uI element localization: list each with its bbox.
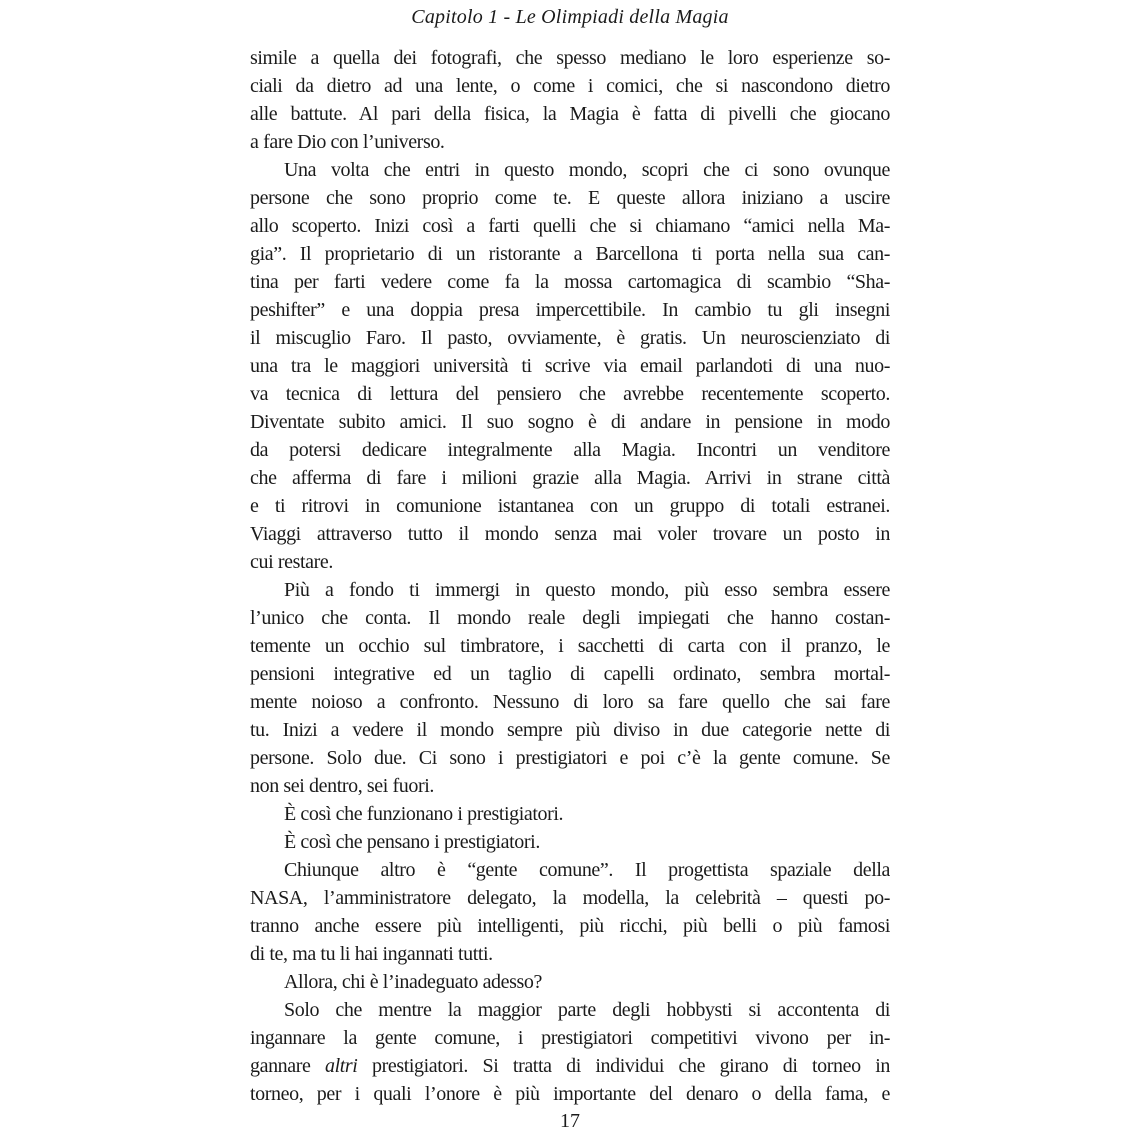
text-line: temente un occhio sul timbratore, i sacchetti di carta con il pranzo, le <box>250 635 890 657</box>
text-line: cui restare. <box>250 551 333 573</box>
text-line: Più a fondo ti immergi in questo mondo, più esso sembra essere <box>284 579 890 601</box>
text-segment: gannare <box>250 1055 325 1077</box>
italic-text: altri <box>325 1055 358 1077</box>
text-line: peshifter” e una doppia presa impercettibile. In cambio tu gli insegni <box>250 299 890 321</box>
text-line: Solo che mentre la maggior parte degli hobbysti si accontenta di <box>284 999 890 1021</box>
text-line: il miscuglio Faro. Il pasto, ovviamente, è gratis. Un neuroscienziato di <box>250 327 890 349</box>
text-block <box>250 44 890 1108</box>
paragraph <box>250 576 890 800</box>
text-line: a fare Dio con l’universo. <box>250 131 445 153</box>
text-line: l’unico che conta. Il mondo reale degli impiegati che hanno costan- <box>250 607 890 629</box>
text-line: che afferma di fare i milioni grazie alla Magia. Arrivi in strane città <box>250 467 890 489</box>
text-line: Diventate subito amici. Il suo sogno è di andare in pensione in modo <box>250 411 890 433</box>
text-line: simile a quella dei fotografi, che spesso mediano le loro esperienze so- <box>250 47 890 69</box>
paragraph <box>250 156 890 576</box>
text-segment: prestigiatori. Si tratta di individui che girano di torneo in <box>357 1055 890 1077</box>
text-line: da potersi dedicare integralmente alla Magia. Incontri un venditore <box>250 439 890 461</box>
text-line: ingannare la gente comune, i prestigiatori competitivi vivono per in- <box>250 1027 890 1049</box>
text-line: gia”. Il proprietario di un ristorante a Barcellona ti porta nella sua can- <box>250 243 890 265</box>
text-line: una tra le maggiori università ti scrive via email parlandoti di una nuo- <box>250 355 890 377</box>
text-line: allo scoperto. Inizi così a farti quelli che si chiamano “amici nella Ma- <box>250 215 890 237</box>
text-line: NASA, l’amministratore delegato, la modella, la celebrità – questi po- <box>250 887 890 909</box>
paragraph <box>250 968 890 996</box>
text-line: e ti ritrovi in comunione istantanea con un gruppo di totali estranei. <box>250 495 890 517</box>
text-line: Allora, chi è l’inadeguato adesso? <box>284 971 542 993</box>
text-line: tranno anche essere più intelligenti, più ricchi, più belli o più famosi <box>250 915 890 937</box>
text-line: di te, ma tu li hai ingannati tutti. <box>250 943 493 965</box>
paragraph <box>250 800 890 828</box>
text-line: non sei dentro, sei fuori. <box>250 775 435 797</box>
text-line: tina per farti vedere come fa la mossa cartomagica di scambio “Sha- <box>250 271 890 293</box>
text-line: È così che pensano i prestigiatori. <box>284 831 540 853</box>
text-line: pensioni integrative ed un taglio di capelli ordinato, sembra mortal- <box>250 663 890 685</box>
text-line: tu. Inizi a vedere il mondo sempre più diviso in due categorie nette di <box>250 719 890 741</box>
running-header: Capitolo 1 - Le Olimpiadi della Magia <box>411 6 729 28</box>
text-line: Una volta che entri in questo mondo, scopri che ci sono ovunque <box>284 159 890 181</box>
text-line: È così che funzionano i prestigiatori. <box>284 803 564 825</box>
text-line: torneo, per i quali l’onore è più importante del denaro o della fama, e <box>250 1083 890 1105</box>
paragraph <box>250 828 890 856</box>
paragraph <box>250 996 890 1108</box>
text-line: persone che sono proprio come te. E queste allora iniziano a uscire <box>250 187 890 209</box>
text-line: Viaggi attraverso tutto il mondo senza mai voler trovare un posto in <box>250 523 890 545</box>
text-line <box>250 1052 890 1080</box>
text-line: Chiunque altro è “gente comune”. Il progettista spaziale della <box>284 859 890 881</box>
text-line: alle battute. Al pari della fisica, la Magia è fatta di pivelli che giocano <box>250 103 890 125</box>
paragraph <box>250 856 890 968</box>
text-line: ciali da dietro ad una lente, o come i comici, che si nascondono dietro <box>250 75 890 97</box>
text-line: mente noioso a confronto. Nessuno di loro sa fare quello che sai fare <box>250 691 890 713</box>
paragraph <box>250 44 890 156</box>
page-number: 17 <box>560 1110 580 1132</box>
text-line: va tecnica di lettura del pensiero che avrebbe recentemente scoperto. <box>250 383 890 405</box>
text-line: persone. Solo due. Ci sono i prestigiatori e poi c’è la gente comune. Se <box>250 747 890 769</box>
